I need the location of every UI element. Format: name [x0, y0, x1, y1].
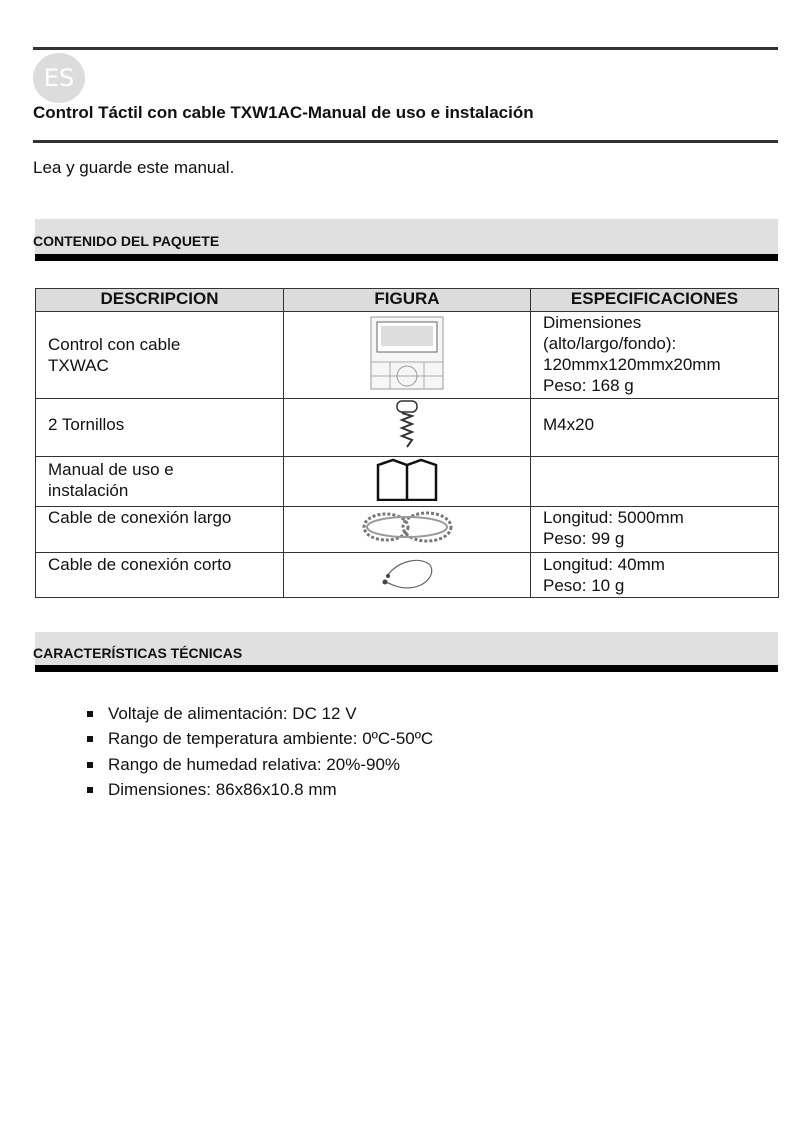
- document-title: Control Táctil con cable TXW1AC-Manual de uso e instalación: [33, 103, 534, 122]
- list-item: [87, 727, 433, 753]
- list-item: [87, 752, 433, 778]
- table-row: [36, 312, 779, 399]
- table-row: [36, 399, 779, 457]
- desc: Control con cable: [48, 335, 181, 354]
- spec: M4x20: [543, 415, 595, 434]
- desc: TXWAC: [48, 356, 109, 375]
- header-description: DESCRIPCION: [36, 289, 284, 312]
- bullet-icon: [87, 762, 93, 768]
- top-rule: [33, 47, 778, 50]
- section-bar: [35, 254, 778, 261]
- section-heading-specs: CARACTERÍSTICAS TÉCNICAS: [33, 645, 243, 661]
- desc: 2 Tornillos: [48, 415, 125, 434]
- desc: instalación: [48, 481, 129, 500]
- desc: Manual de uso e: [48, 460, 174, 479]
- table-header: [36, 289, 779, 312]
- package-table: [35, 288, 779, 598]
- spec: Peso: 10 g: [543, 576, 625, 595]
- desc: Cable de conexión corto: [48, 555, 232, 574]
- spec: Longitud: 5000mm: [543, 508, 684, 527]
- wired-controller-image: [370, 316, 444, 390]
- desc: Cable de conexión largo: [48, 508, 232, 527]
- spec: Peso: 99 g: [543, 529, 625, 548]
- manual-book-image: [375, 457, 439, 501]
- spec: (alto/largo/fondo):: [543, 334, 677, 353]
- bullet-text: Rango de temperatura ambiente: 0ºC-50ºC: [108, 729, 434, 749]
- spec: Longitud: 40mm: [543, 555, 665, 574]
- bullet-icon: [87, 711, 93, 717]
- title-rule: [33, 140, 778, 143]
- section-heading-package: CONTENIDO DEL PAQUETE: [33, 233, 220, 249]
- header-specs: ESPECIFICACIONES: [531, 289, 779, 312]
- spec: Dimensiones: [543, 313, 642, 332]
- language-badge: ES: [33, 53, 85, 103]
- screw-image: [392, 399, 422, 451]
- header-figure: FIGURA: [284, 289, 531, 312]
- bullet-text: Rango de humedad relativa: 20%-90%: [108, 754, 401, 774]
- spec: Peso: 168 g: [543, 376, 634, 395]
- table-row: [36, 507, 779, 553]
- intro-text: Lea y guarde este manual.: [33, 158, 235, 177]
- bullet-text: Voltaje de alimentación: DC 12 V: [108, 703, 357, 723]
- list-item: [87, 778, 433, 804]
- tech-specs-list: [87, 701, 433, 803]
- table-row: [36, 457, 779, 507]
- long-cable-image: [361, 507, 453, 547]
- bullet-icon: [87, 736, 93, 742]
- bullet-icon: [87, 787, 93, 793]
- section-bar: [35, 665, 778, 672]
- spec: 120mmx120mmx20mm: [543, 355, 721, 374]
- bullet-text: Dimensiones: 86x86x10.8 mm: [108, 780, 337, 800]
- short-cable-image: [377, 554, 437, 592]
- table-row: [36, 553, 779, 598]
- list-item: [87, 701, 433, 727]
